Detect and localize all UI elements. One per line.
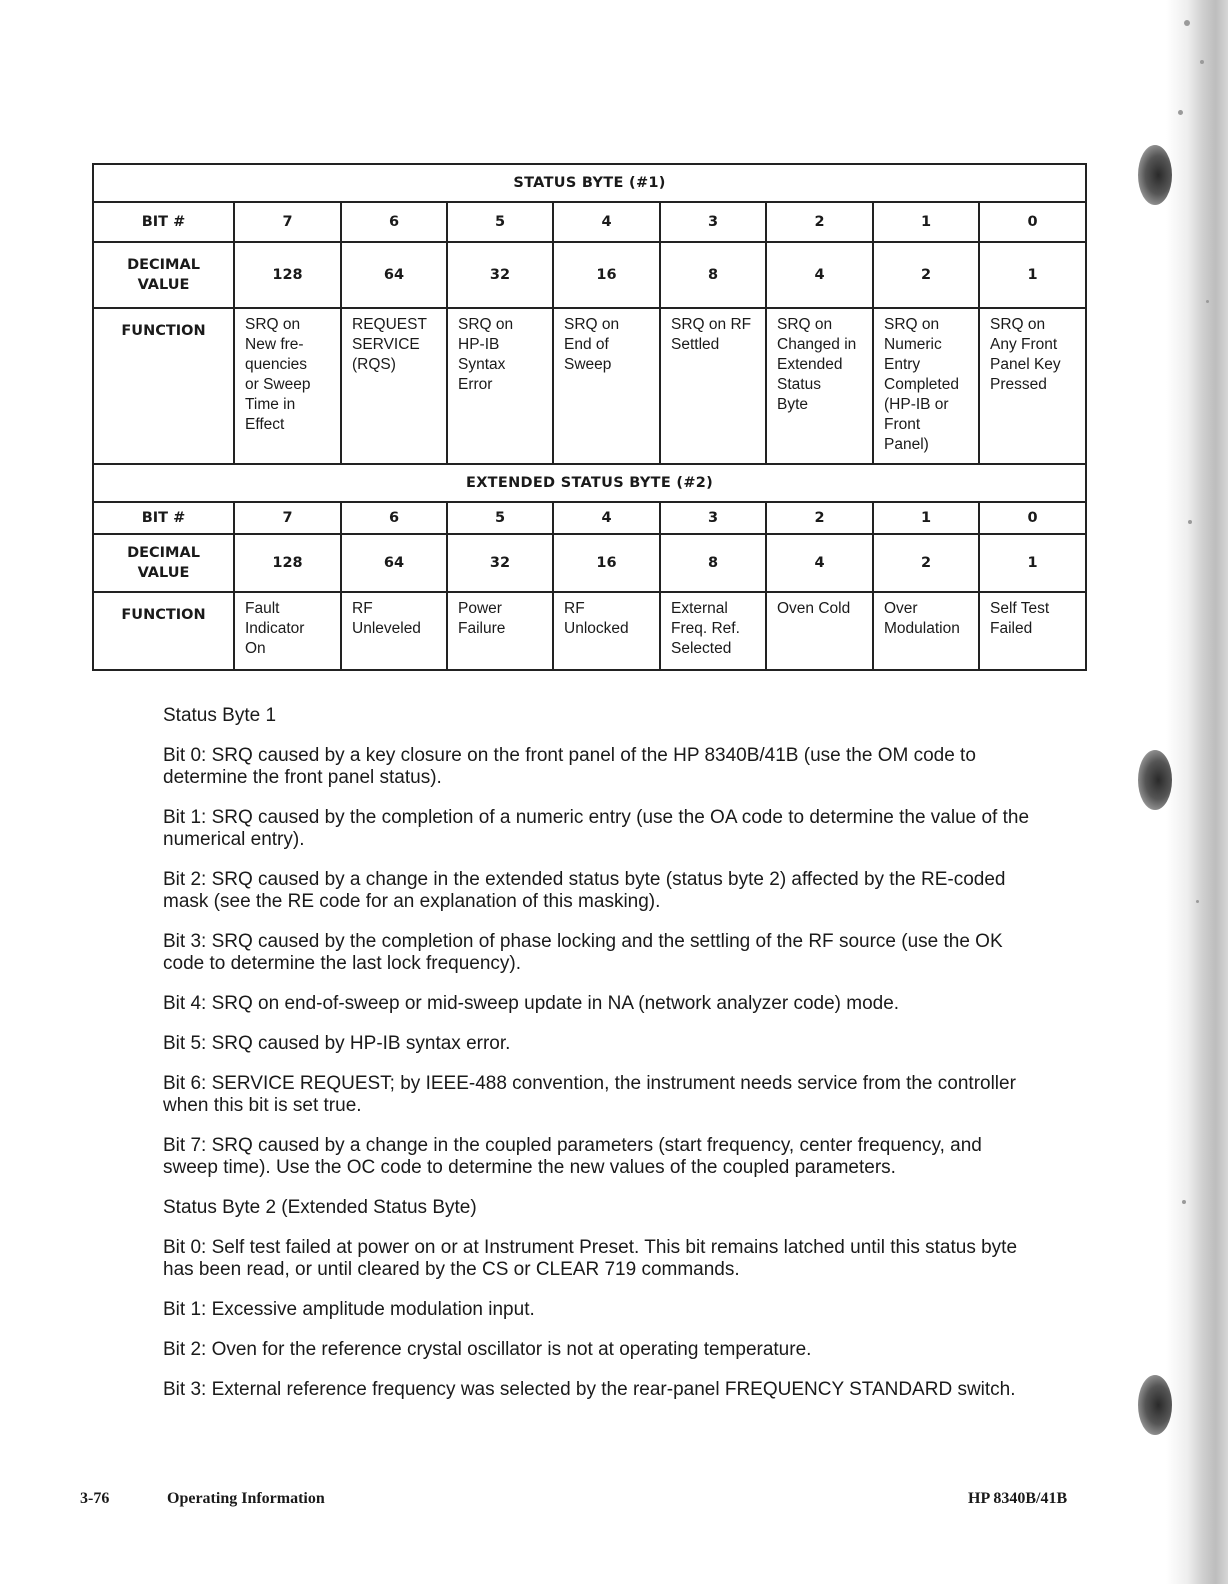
decimal-value-label-line: DECIMAL xyxy=(127,257,200,273)
function-cell xyxy=(234,308,341,464)
bit-number-cell: 1 xyxy=(873,502,979,534)
function-label: FUNCTION xyxy=(93,308,234,464)
paragraph: Bit 2: SRQ caused by a change in the extended status byte (status byte 2) affected by the RE-coded mask (see the RE code for an explanation of this masking). xyxy=(163,869,1006,912)
decimal-value-cell: 1 xyxy=(979,242,1086,308)
function-cell xyxy=(979,592,1086,670)
paragraph: Bit 0: SRQ caused by a key closure on the front panel of the HP 8340B/41B (use the OM code to determine the front panel status). xyxy=(163,745,976,788)
function-cell-line: External xyxy=(671,600,728,617)
decimal-value-cell: 16 xyxy=(553,242,660,308)
function-cell xyxy=(660,308,766,464)
punch-hole-middle xyxy=(1138,750,1172,810)
function-cell xyxy=(447,308,553,464)
function-cell-line: quencies xyxy=(245,356,308,373)
function-cell-line: Numeric xyxy=(884,336,942,353)
function-cell-line: SRQ on xyxy=(777,316,833,333)
decimal-value-label-line: VALUE xyxy=(137,277,190,293)
paragraph: Status Byte 1 xyxy=(163,705,277,726)
decimal-value-label xyxy=(93,242,234,308)
function-cell-line: HP-IB xyxy=(458,336,500,353)
function-cell xyxy=(660,592,766,670)
function-cell-line: Extended xyxy=(777,356,843,373)
decimal-value-label-line: VALUE xyxy=(137,565,190,581)
decimal-value-cell: 128 xyxy=(234,534,341,592)
function-cell-line: SRQ on xyxy=(990,316,1046,333)
function-label: FUNCTION xyxy=(93,592,234,670)
function-cell xyxy=(447,592,553,670)
paragraph: Bit 3: SRQ caused by the completion of phase locking and the settling of the RF source (use the OK code to determine the last lock frequency). xyxy=(163,931,1003,974)
function-cell-line: Oven Cold xyxy=(777,600,851,617)
paragraph: Bit 0: Self test failed at power on or at Instrument Preset. This bit remains latched until this status byte has been read, or until cleared by the CS or CLEAR 719 commands. xyxy=(163,1237,1018,1280)
bit-number-label: BIT # xyxy=(93,502,234,534)
decimal-value-cell: 32 xyxy=(447,534,553,592)
bit-number-cell: 1 xyxy=(873,202,979,242)
function-cell-line: Settled xyxy=(671,336,720,353)
function-cell-line: Sweep xyxy=(564,356,612,373)
bit-number-cell: 6 xyxy=(341,202,447,242)
function-cell xyxy=(766,592,873,670)
decimal-value-cell: 8 xyxy=(660,242,766,308)
function-cell-line: Panel) xyxy=(884,436,929,453)
paragraph: Status Byte 2 (Extended Status Byte) xyxy=(163,1197,477,1218)
status-byte-title: STATUS BYTE (#1) xyxy=(93,164,1086,202)
function-cell-line: On xyxy=(245,640,266,657)
function-cell-line: New fre- xyxy=(245,336,304,353)
function-cell-line: SRQ on xyxy=(884,316,940,333)
function-cell-line: (RQS) xyxy=(352,356,396,373)
function-cell-line: Any Front xyxy=(990,336,1058,353)
bit-number-label: BIT # xyxy=(93,202,234,242)
scan-binding-edge xyxy=(1166,0,1228,1584)
function-cell-line: Failure xyxy=(458,620,506,637)
function-cell xyxy=(873,308,979,464)
function-cell-line: Changed in xyxy=(777,336,857,353)
bit-number-cell: 7 xyxy=(234,202,341,242)
function-cell-line: Front xyxy=(884,416,921,433)
function-cell-line: REQUEST xyxy=(352,316,427,333)
decimal-value-cell: 16 xyxy=(553,534,660,592)
function-cell xyxy=(979,308,1086,464)
paragraph: Bit 6: SERVICE REQUEST; by IEEE-488 convention, the instrument needs service from the controller when this bit is set true. xyxy=(163,1073,1016,1116)
function-cell-line: (HP-IB or xyxy=(884,396,949,413)
function-cell xyxy=(553,308,660,464)
function-cell xyxy=(234,592,341,670)
function-cell-line: Error xyxy=(458,376,493,393)
decimal-value-cell: 4 xyxy=(766,534,873,592)
page-number: 3-76 xyxy=(80,1490,110,1507)
function-cell-line: SRQ on RF xyxy=(671,316,752,333)
function-cell-line: Unleveled xyxy=(352,620,421,637)
function-cell-line: Self Test xyxy=(990,600,1050,617)
function-cell xyxy=(873,592,979,670)
decimal-value-cell: 2 xyxy=(873,242,979,308)
decimal-value-cell: 4 xyxy=(766,242,873,308)
model-number: HP 8340B/41B xyxy=(968,1490,1068,1507)
function-cell-line: or Sweep xyxy=(245,376,311,393)
paragraph: Bit 4: SRQ on end-of-sweep or mid-sweep update in NA (network analyzer code) mode. xyxy=(163,993,900,1014)
function-cell xyxy=(341,592,447,670)
extended-status-byte-title: EXTENDED STATUS BYTE (#2) xyxy=(93,464,1086,502)
function-cell-line: RF xyxy=(564,600,585,617)
function-cell-line: Failed xyxy=(990,620,1033,637)
function-cell-line: Time in xyxy=(245,396,296,413)
function-cell-line: Power xyxy=(458,600,502,617)
bit-number-cell: 3 xyxy=(660,202,766,242)
bit-number-cell: 2 xyxy=(766,502,873,534)
function-cell xyxy=(553,592,660,670)
decimal-value-cell: 8 xyxy=(660,534,766,592)
bit-number-cell: 0 xyxy=(979,502,1086,534)
decimal-value-cell: 64 xyxy=(341,534,447,592)
bit-number-cell: 7 xyxy=(234,502,341,534)
paragraph: Bit 7: SRQ caused by a change in the coupled parameters (start frequency, center frequency, and sweep time). Use the OC code to determine the new values of the coupled parameters. xyxy=(163,1135,982,1178)
bit-number-cell: 4 xyxy=(553,202,660,242)
paragraph: Bit 3: External reference frequency was selected by the rear-panel FREQUENCY STANDARD switch. xyxy=(163,1379,1016,1400)
bit-number-cell: 6 xyxy=(341,502,447,534)
function-cell-line: End of xyxy=(564,336,609,353)
paragraph: Bit 5: SRQ caused by HP-IB syntax error. xyxy=(163,1033,511,1054)
function-cell-line: Byte xyxy=(777,396,809,413)
function-cell-line: Indicator xyxy=(245,620,305,637)
bit-number-cell: 5 xyxy=(447,502,553,534)
decimal-value-cell: 1 xyxy=(979,534,1086,592)
bit-number-cell: 5 xyxy=(447,202,553,242)
decimal-value-label xyxy=(93,534,234,592)
decimal-value-cell: 2 xyxy=(873,534,979,592)
function-cell-line: Fault xyxy=(245,600,280,617)
function-cell xyxy=(341,308,447,464)
function-cell xyxy=(766,308,873,464)
bit-number-cell: 2 xyxy=(766,202,873,242)
function-cell-line: Over xyxy=(884,600,918,617)
function-cell-line: Freq. Ref. xyxy=(671,620,740,637)
bit-number-cell: 3 xyxy=(660,502,766,534)
function-cell-line: Unlocked xyxy=(564,620,629,637)
paragraph: Bit 1: SRQ caused by the completion of a numeric entry (use the OA code to determine the value of the numerical entry). xyxy=(163,807,1030,850)
function-cell-line: Effect xyxy=(245,416,285,433)
function-cell-line: Selected xyxy=(671,640,732,657)
function-cell-line: Entry xyxy=(884,356,921,373)
decimal-value-cell: 64 xyxy=(341,242,447,308)
function-cell-line: RF xyxy=(352,600,373,617)
decimal-value-label-line: DECIMAL xyxy=(127,545,200,561)
decimal-value-cell: 32 xyxy=(447,242,553,308)
decimal-value-cell: 128 xyxy=(234,242,341,308)
function-cell-line: Modulation xyxy=(884,620,960,637)
paragraph: Bit 2: Oven for the reference crystal oscillator is not at operating temperature. xyxy=(163,1339,812,1360)
bit-number-cell: 4 xyxy=(553,502,660,534)
punch-hole-bottom xyxy=(1138,1375,1172,1435)
function-cell-line: Panel Key xyxy=(990,356,1061,373)
bit-number-cell: 0 xyxy=(979,202,1086,242)
function-cell-line: Syntax xyxy=(458,356,506,373)
function-cell-line: SRQ on xyxy=(245,316,301,333)
section-title: Operating Information xyxy=(167,1490,325,1507)
punch-hole-top xyxy=(1138,145,1172,205)
function-cell-line: Pressed xyxy=(990,376,1047,393)
function-cell-line: SRQ on xyxy=(458,316,514,333)
status-byte-table xyxy=(92,163,1087,671)
paragraph: Bit 1: Excessive amplitude modulation input. xyxy=(163,1299,535,1320)
function-cell-line: SERVICE xyxy=(352,336,420,353)
function-cell-line: Completed xyxy=(884,376,959,393)
function-cell-line: SRQ on xyxy=(564,316,620,333)
function-cell-line: Status xyxy=(777,376,821,393)
description-text xyxy=(163,705,1033,1419)
